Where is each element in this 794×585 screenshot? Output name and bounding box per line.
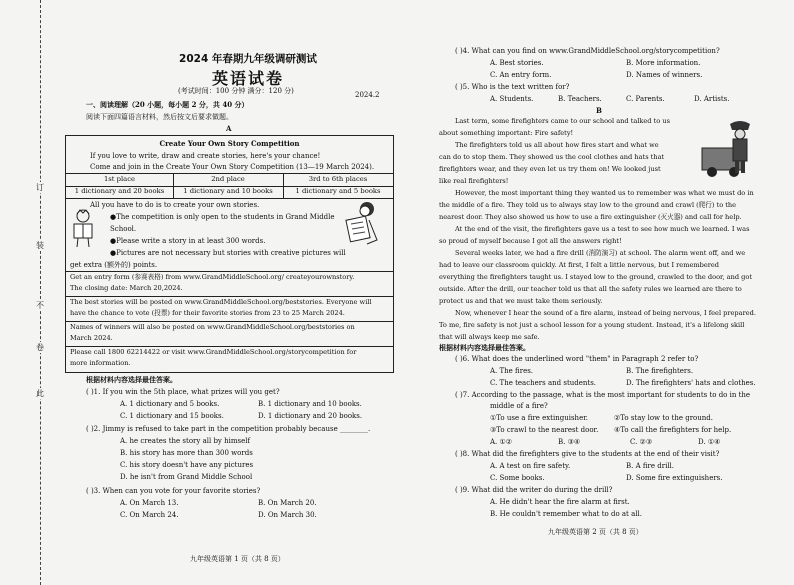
answer-option: C. On March 24. <box>120 511 179 519</box>
question: ( )6. What does the underlined word "them" in Paragraph 2 refer to? <box>455 355 699 363</box>
passage-line: protect us and that we must take them seriously. <box>439 297 603 305</box>
question-continued: middle of a fire? <box>490 402 548 410</box>
answer-option: C. An entry form. <box>490 71 552 79</box>
answer-statement: ③To crawl to the nearest door. <box>490 426 599 434</box>
passage-line: about something important: Fire safety! <box>439 129 574 137</box>
question: ( )7. According to the passage, what is the most important for students to do in the <box>455 391 751 399</box>
margin-char: 订 <box>36 183 44 192</box>
question: ( )4. What can you find on www.GrandMiddleSchool.org/storycompetition? <box>455 47 720 55</box>
answer-option: B. A fire drill. <box>626 462 675 470</box>
answer-option: D. he isn't from Grand Middle School <box>120 473 253 481</box>
competition-title: Create Your Own Story Competition <box>159 139 300 148</box>
page-footer: 九年级英语第 2 页（共 8 页） <box>548 528 643 536</box>
passage-line: had to leave our classroom quickly. At first, I felt a little nervous, but I remembered <box>439 261 720 269</box>
winners-info: March 2024. <box>70 334 113 342</box>
answer-option: B. his story has more than 300 words <box>120 449 253 457</box>
place-header: 2nd place <box>211 175 245 183</box>
answer-option: D. Some fire extinguishers. <box>626 474 723 482</box>
margin-char: 卷 <box>36 343 44 352</box>
answer-option: B. On March 20. <box>258 499 317 507</box>
passage-line: like real firefighters! <box>439 177 509 185</box>
girl-writing-illustration <box>345 200 381 248</box>
answer-option: A. he creates the story all by himself <box>120 437 251 445</box>
competition-intro: Come and join in the Create Your Own Story Competition (13—19 March 2024). <box>90 163 375 171</box>
answer-option: A. The fires. <box>490 367 534 375</box>
contact-info: more information. <box>70 359 131 367</box>
answer-option: D. The firefighters' hats and clothes. <box>626 379 756 387</box>
answer-option: A. 1 dictionary and 5 books. <box>120 400 220 408</box>
passage-a-label: A <box>226 124 232 133</box>
firefighter-illustration <box>700 118 760 178</box>
section-instruction: 阅读下面四篇语言材料，然后按文后要求做题。 <box>86 113 233 121</box>
prize-cell: 1 dictionary and 10 books <box>183 187 273 195</box>
passage-line: Last term, some firefighters came to our school and talked to us <box>455 117 670 125</box>
question: ( )5. Who is the text written for? <box>455 83 570 91</box>
answer-option: C. his story doesn't have any pictures <box>120 461 254 469</box>
page-footer: 九年级英语第 1 页（共 8 页） <box>190 555 285 563</box>
prize-cell: 1 dictionary and 20 books <box>74 187 165 195</box>
passage-line: that will always keep me safe. <box>439 333 540 341</box>
answer-option: D. Artists. <box>694 95 730 103</box>
answer-option: D. Names of winners. <box>626 71 703 79</box>
answer-option: B. ③④ <box>558 438 581 446</box>
binding-margin <box>0 0 60 585</box>
answer-option: D. On March 30. <box>258 511 317 519</box>
competition-notice <box>65 135 394 373</box>
section-heading: 一、阅读理解（20 小题，每小题 2 分，共 40 分） <box>86 100 249 109</box>
answer-option: B. Teachers. <box>558 95 602 103</box>
answer-statement: ②To stay low to the ground. <box>614 414 713 422</box>
question-prompt: 根据材料内容选择最佳答案。 <box>439 343 530 352</box>
answer-option: A. Best stories. <box>490 59 544 67</box>
best-stories-info: The best stories will be posted on www.GrandMiddleSchool.org/beststories. Everyone will <box>70 298 372 306</box>
passage-line: Now, whenever I hear the sound of a fire alarm, instead of being nervous, I feel prepared. <box>455 309 756 317</box>
margin-char: 此 <box>36 389 44 398</box>
answer-option: A. A test on fire safety. <box>490 462 571 470</box>
contact-info: Please call 1800 62214422 or visit www.GrandMiddleSchool.org/storycompetition for <box>70 348 357 356</box>
answer-statement: ①To use a fire extinguisher. <box>490 414 589 422</box>
place-header: 3rd to 6th places <box>308 175 368 183</box>
exam-info: (考试时间：100 分钟 满分：120 分) <box>178 87 294 95</box>
competition-intro: If you love to write, draw and create stories, here's your chance! <box>90 152 321 160</box>
competition-rule: ●Pictures are not necessary but stories with creative pictures will <box>110 249 346 257</box>
answer-option: C. ②③ <box>630 438 653 446</box>
answer-option: D. ①④ <box>698 438 721 446</box>
passage-line: To me, fire safety is not just a school lesson for a young student. Instead, it's a lifelong skill <box>439 321 745 329</box>
passage-line: However, the most important thing they wanted us to remember was what we must do in <box>455 189 754 197</box>
passage-line: Several weeks later, we had a fire drill (消防演习) at school. The alarm went off, and we <box>455 249 746 257</box>
passage-b-label: B <box>596 106 602 115</box>
question: ( )1. If you win the 5th place, what prizes will you get? <box>86 388 280 396</box>
margin-char: 装 <box>36 241 44 250</box>
passage-line: nearest door. They also showed us how to use a fire extinguisher (灭火器) and call for help. <box>439 213 742 221</box>
place-header: 1st place <box>103 175 136 183</box>
margin-char: 不 <box>36 301 44 310</box>
answer-option: C. Some books. <box>490 474 545 482</box>
winners-info: Names of winners will also be posted on www.GrandMiddleSchool.org/beststories on <box>70 323 355 331</box>
competition-rule: get extra (额外的) points. <box>70 261 158 269</box>
answer-option: B. More information. <box>626 59 701 67</box>
passage-line: can do to stop them. They showed us the cool clothes and hats that <box>439 153 665 161</box>
question: ( )9. What did the writer do during the drill? <box>455 486 613 494</box>
passage-line: firefighters wear, and they even let us try them on! We looked just <box>439 165 661 173</box>
competition-rule: School. <box>110 225 137 233</box>
entry-info: Get an entry form (参赛表格) from www.GrandMiddleSchool.org/ createyourownstory. <box>70 273 355 281</box>
competition-rule: ●Please write a story in at least 300 words. <box>110 237 266 245</box>
cut-line <box>40 0 41 585</box>
answer-statement: ④To call the firefighters for help. <box>614 426 732 434</box>
answer-option: A. Students. <box>490 95 534 103</box>
question: ( )2. Jimmy is refused to take part in the competition probably because ________. <box>86 425 371 433</box>
exam-title: 2024 年春期九年级调研测试 <box>179 53 317 65</box>
question: ( )8. What did the firefighters give to the students at the end of their visit? <box>455 450 720 458</box>
best-stories-info: have the chance to vote (投票) for their favorite stories from 23 to 25 March 2024. <box>70 309 345 317</box>
passage-line: the middle of a fire. They told us to always stay low to the ground and crawl (爬行) to the <box>439 201 737 209</box>
answer-option: A. On March 13. <box>120 499 179 507</box>
passage-line: so proud of myself because I got all the answers right! <box>439 237 622 245</box>
competition-rule: ●The competition is only open to the students in Grand Middle <box>110 213 335 221</box>
answer-option: A. He didn't hear the fire alarm at first. <box>490 498 630 506</box>
boy-reading-illustration <box>70 208 96 248</box>
question-prompt: 根据材料内容选择最佳答案。 <box>86 375 177 384</box>
entry-info: The closing date: March 20,2024. <box>70 284 183 292</box>
question: ( )3. When can you vote for your favorite stories? <box>86 487 261 495</box>
exam-subject: 英语试卷 <box>211 69 284 88</box>
answer-option: C. The teachers and students. <box>490 379 597 387</box>
answer-option: B. 1 dictionary and 10 books. <box>258 400 362 408</box>
passage-line: outside. After the drill, our teacher told us that all the safety rules we learned are there to <box>439 285 742 293</box>
passage-line: At the end of the visit, the firefighters gave us a test to see how much we learned. I was <box>455 225 750 233</box>
competition-rule: All you have to do is to create your own stories. <box>90 201 260 209</box>
answer-option: C. 1 dictionary and 15 books. <box>120 412 224 420</box>
answer-option: B. The firefighters. <box>626 367 694 375</box>
passage-line: everything the firefighters taught us. I stayed low to the ground, crawled to the door, and got <box>439 273 752 281</box>
answer-option: A. ①② <box>490 438 513 446</box>
passage-line: The firefighters told us all about how fires start and what we <box>455 141 659 149</box>
prize-cell: 1 dictionary and 5 books <box>295 187 381 195</box>
answer-option: B. He couldn't remember what to do at all. <box>490 510 642 518</box>
answer-option: C. Parents. <box>626 95 665 103</box>
exam-date: 2024.2 <box>355 91 380 99</box>
answer-option: D. 1 dictionary and 20 books. <box>258 412 363 420</box>
